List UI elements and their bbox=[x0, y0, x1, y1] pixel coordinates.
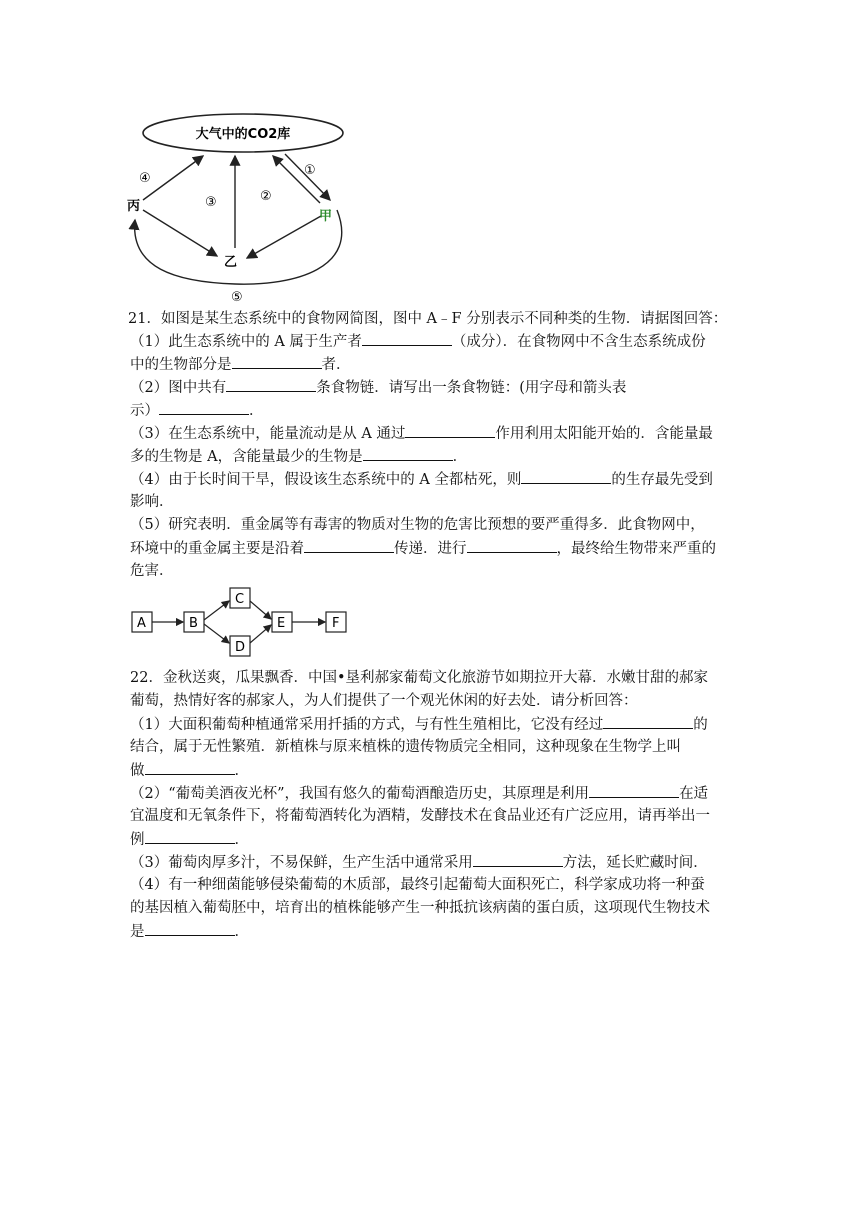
q22-line1 bbox=[130, 668, 708, 688]
q21-line3 bbox=[130, 377, 626, 398]
node-yi: 乙 bbox=[224, 255, 238, 270]
q21-intro bbox=[128, 309, 727, 329]
q21-line9 bbox=[130, 515, 705, 535]
q22-p1d: 做 bbox=[130, 763, 145, 779]
food-web-diagram bbox=[128, 584, 353, 662]
q21-p4a: （4）由于长时间干旱，假设该生态系统中的 A 全都枯死，则 bbox=[130, 472, 522, 488]
q22-intro1: 22．金秋送爽，瓜果飘香．中国•垦利郝家葡萄文化旅游节如期拉开大幕．水嫩甘甜的郝家 bbox=[130, 670, 708, 686]
q21-p2b: 条食物链．请写出一条食物链：(用字母和箭头表 bbox=[316, 380, 627, 396]
answer-blank[interactable] bbox=[145, 829, 235, 844]
q21-p4c: 影响． bbox=[130, 494, 174, 510]
answer-blank[interactable] bbox=[363, 446, 453, 461]
q21-p2a: （2）图中共有 bbox=[130, 380, 227, 396]
q21-p3c: 多的生物是 A，含能量最少的生物是 bbox=[130, 449, 363, 465]
answer-blank[interactable] bbox=[232, 354, 322, 369]
q21-p1a: （1）此生态系统中的 A 属于生产者 bbox=[130, 334, 362, 350]
q21-intro-text: 21．如图是某生态系统中的食物网简图，图中 A﹣F 分别表示不同种类的生物．请据图回答： bbox=[128, 311, 728, 327]
answer-blank[interactable] bbox=[226, 377, 316, 392]
edge-d-e bbox=[250, 625, 271, 643]
answer-blank[interactable] bbox=[521, 469, 611, 484]
q22-line2 bbox=[130, 691, 638, 711]
q22-p1a: （1）大面积葡萄种植通常采用扦插的方式，与有性生殖相比，它没有经过 bbox=[130, 717, 604, 733]
node-f-label: F bbox=[332, 616, 340, 631]
arrow-bing-yi bbox=[143, 210, 217, 256]
q22-p3b: 方法，延长贮藏时间． bbox=[562, 855, 708, 871]
answer-blank[interactable] bbox=[473, 852, 563, 867]
q22-p2a: （2）“葡萄美酒夜光杯”，我国有悠久的葡萄酒酿造历史，其原理是利用 bbox=[130, 786, 590, 802]
answer-blank[interactable] bbox=[405, 423, 495, 438]
node-d-label: D bbox=[235, 640, 246, 655]
label-1: ① bbox=[304, 163, 316, 178]
arrow-jia-yi bbox=[247, 216, 321, 258]
answer-blank[interactable] bbox=[467, 538, 557, 553]
q22-p4a: （4）有一种细菌能够侵染葡萄的木质部，最终引起葡萄大面积死亡，科学家成功将一种蚕 bbox=[130, 877, 705, 893]
node-a-label: A bbox=[137, 616, 146, 631]
q21-p4b: 的生存最先受到 bbox=[611, 472, 713, 488]
q22-line8 bbox=[130, 829, 249, 850]
node-b-label: B bbox=[189, 616, 198, 631]
node-e-label: E bbox=[277, 616, 286, 631]
q21-p2c: 示） bbox=[130, 403, 159, 419]
q22-p4b: 的基因植入葡萄胚中，培育出的植株能够产生一种抵抗该病菌的蛋白质，这项现代生物技术 bbox=[130, 900, 710, 916]
q21-p5d: ，最终给生物带来严重的 bbox=[556, 541, 716, 557]
edge-b-d bbox=[204, 624, 229, 643]
q21-line1 bbox=[130, 331, 706, 352]
q21-line10 bbox=[130, 538, 716, 559]
q22-p2d: 例 bbox=[130, 832, 145, 848]
q22-line11 bbox=[130, 898, 710, 918]
q21-line2 bbox=[130, 354, 351, 375]
q21-p2d: ． bbox=[249, 403, 264, 419]
q22-line3 bbox=[130, 714, 708, 735]
q21-p3a: （3）在生态系统中，能量流动是从 A 通过 bbox=[130, 426, 406, 442]
q21-p1c: 中的生物部分是 bbox=[130, 357, 232, 373]
q21-p5c: 传递．进行 bbox=[394, 541, 467, 557]
q22-p2c: 宜温度和无氧条件下，将葡萄酒转化为酒精，发酵技术在食品业还有广泛应用，请再举出一 bbox=[130, 808, 710, 824]
q22-p3a: （3）葡萄肉厚多汁，不易保鲜，生产生活中通常采用 bbox=[130, 855, 473, 871]
node-c-label: C bbox=[235, 592, 245, 607]
q22-line5 bbox=[130, 760, 249, 781]
answer-blank[interactable] bbox=[145, 921, 235, 936]
edge-c-e bbox=[250, 601, 271, 619]
q21-line4 bbox=[130, 400, 264, 421]
q22-intro2: 葡萄，热情好客的郝家人，为人们提供了一个观光休闲的好去处．请分析回答： bbox=[130, 693, 638, 709]
q21-line5 bbox=[130, 423, 713, 444]
node-bing: 丙 bbox=[127, 199, 141, 214]
q22-line12 bbox=[130, 921, 249, 942]
q22-line6 bbox=[130, 783, 708, 804]
q22-p2b: 在适 bbox=[679, 786, 709, 802]
co2-pool-label: 大气中的CO2库 bbox=[195, 127, 291, 142]
q22-p4c: 是 bbox=[130, 924, 145, 940]
answer-blank[interactable] bbox=[159, 400, 249, 415]
answer-blank[interactable] bbox=[603, 714, 693, 729]
answer-blank[interactable] bbox=[145, 760, 235, 775]
q21-line6 bbox=[130, 446, 467, 467]
q21-p3b: 作用利用太阳能开始的．含能量最 bbox=[495, 426, 713, 442]
q21-p1d: 者． bbox=[321, 357, 351, 373]
q22-p1b: 的 bbox=[693, 717, 708, 733]
q22-p1e: ． bbox=[234, 763, 249, 779]
q21-p3d: ． bbox=[452, 449, 468, 465]
q21-p5e: 危害． bbox=[130, 563, 174, 579]
node-jia: 甲 bbox=[319, 209, 333, 224]
q22-p4d: ． bbox=[234, 924, 249, 940]
q22-line4 bbox=[130, 737, 681, 757]
label-3: ③ bbox=[205, 195, 217, 210]
label-2: ② bbox=[260, 189, 272, 204]
q21-p5a: （5）研究表明．重金属等有毒害的物质对生物的危害比预想的要严重得多．此食物网中， bbox=[130, 517, 705, 533]
q21-p5b: 环境中的重金属主要是沿着 bbox=[130, 541, 304, 557]
q22-line9 bbox=[130, 852, 708, 873]
q21-line11 bbox=[130, 561, 174, 581]
answer-blank[interactable] bbox=[362, 331, 452, 346]
q22-line10 bbox=[130, 875, 705, 895]
q22-p2e: ． bbox=[234, 832, 249, 848]
q21-p1b: （成分）．在食物网中不含生态系统成份 bbox=[451, 334, 706, 350]
label-5: ⑤ bbox=[231, 290, 243, 305]
q22-p1c: 结合，属于无性繁殖．新植株与原来植株的遗传物质完全相同，这种现象在生物学上叫 bbox=[130, 739, 681, 755]
q21-line8 bbox=[130, 492, 174, 512]
q22-line7 bbox=[130, 806, 710, 826]
carbon-cycle-diagram bbox=[125, 108, 355, 308]
answer-blank[interactable] bbox=[304, 538, 394, 553]
answer-blank[interactable] bbox=[589, 783, 679, 798]
label-4: ④ bbox=[139, 171, 151, 186]
edge-b-c bbox=[204, 601, 229, 620]
arrow-4 bbox=[143, 156, 203, 200]
q21-line7 bbox=[130, 469, 713, 490]
